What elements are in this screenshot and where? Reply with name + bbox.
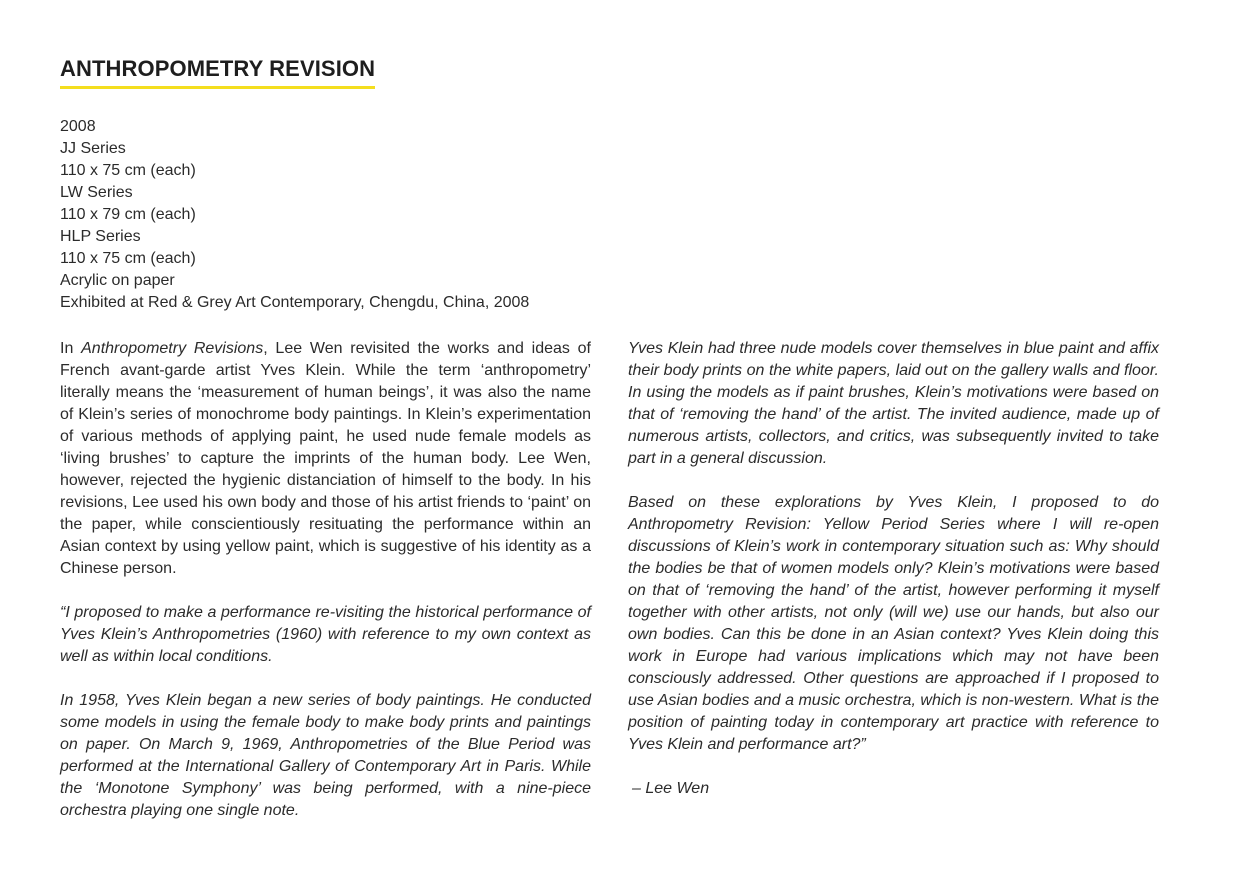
quote-paragraph-4: Based on these explorations by Yves Klein, I proposed to do Anthropometry Revision: Yellow Period Series where I will re-open discussions of Klein’s work in contemporary situation such as: Why should the bodies be that of women models only? Klein’s motivations were based on that of ‘removing the hand’ of the artist, however performing it myself together with other artists, not only (will we) use our hands, but also our own bodies. Can this be done in an Asian context? Yves Klein doing this work in Europe had various implications which may not have been consciously addressed. Other questions are approached if I proposed to use Asian bodies and a music orchestra, which is non-western. What is the position of painting today in contemporary art practice with reference to Yves Klein and performance art?” bbox=[628, 494, 1159, 753]
detail-series-lw: LW Series bbox=[60, 184, 133, 201]
detail-series-hlp: HLP Series bbox=[60, 228, 141, 245]
detail-size-jj: 110 x 75 cm (each) bbox=[60, 162, 196, 179]
detail-size-hlp: 110 x 75 cm (each) bbox=[60, 250, 196, 267]
left-column bbox=[60, 338, 591, 844]
intro-paragraph bbox=[60, 338, 591, 580]
detail-series-jj: JJ Series bbox=[60, 140, 126, 157]
detail-medium: Acrylic on paper bbox=[60, 272, 175, 289]
intro-body: , Lee Wen revisited the works and ideas of French avant-garde artist Yves Klein. While the term ‘anthropometry’ literally means the ‘measurement of human beings’, it was also the name of Klein’s series of monochrome body paintings. In Klein’s experimentation of various methods of applying paint, he used nude female models as ‘living brushes’ to capture the imprints of the human body. Lee Wen, however, rejected the hygienic distanciation of himself to the body. In his revisions, Lee used his own body and those of his artist friends to ‘paint’ on the paper, while conscientiously resituating the performance within an Asian context by using yellow paint, which is suggestive of his identity as a Chinese person. bbox=[60, 340, 592, 577]
page-title: ANTHROPOMETRY REVISION bbox=[60, 56, 375, 89]
quote-paragraph-2: In 1958, Yves Klein began a new series of body paintings. He conducted some models in using the female body to make body prints and paintings on paper. On March 9, 1969, Anthropometries of the Blue Period was performed at the International Gallery of Contemporary Art in Paris. While the ‘Monotone Symphony’ was being performed, with a nine-piece orchestra playing one single note. bbox=[60, 692, 591, 819]
quote-paragraph-1: “I proposed to make a performance re-visiting the historical performance of Yves Klein’s Anthropometries (1960) with reference to my own context as well as within local conditions. bbox=[60, 604, 591, 665]
quote-signature: – Lee Wen bbox=[632, 780, 710, 797]
detail-year: 2008 bbox=[60, 118, 96, 135]
quote-paragraph-3: Yves Klein had three nude models cover themselves in blue paint and affix their body prints on the white papers, laid out on the gallery walls and floor. In using the models as if paint brushes, Klein’s motivations were based on that of ‘removing the hand’ of the artist. The invited audience, made up of numerous artists, collectors, and critics, was subsequently invited to take part in a general discussion. bbox=[628, 340, 1159, 467]
detail-size-lw: 110 x 79 cm (each) bbox=[60, 206, 196, 223]
intro-prefix: In bbox=[60, 340, 82, 357]
right-column bbox=[628, 338, 1159, 800]
detail-exhibition: Exhibited at Red & Grey Art Contemporary, Chengdu, China, 2008 bbox=[60, 294, 530, 311]
artwork-details bbox=[60, 116, 529, 314]
intro-work-title: Anthropometry Revisions bbox=[81, 340, 264, 357]
